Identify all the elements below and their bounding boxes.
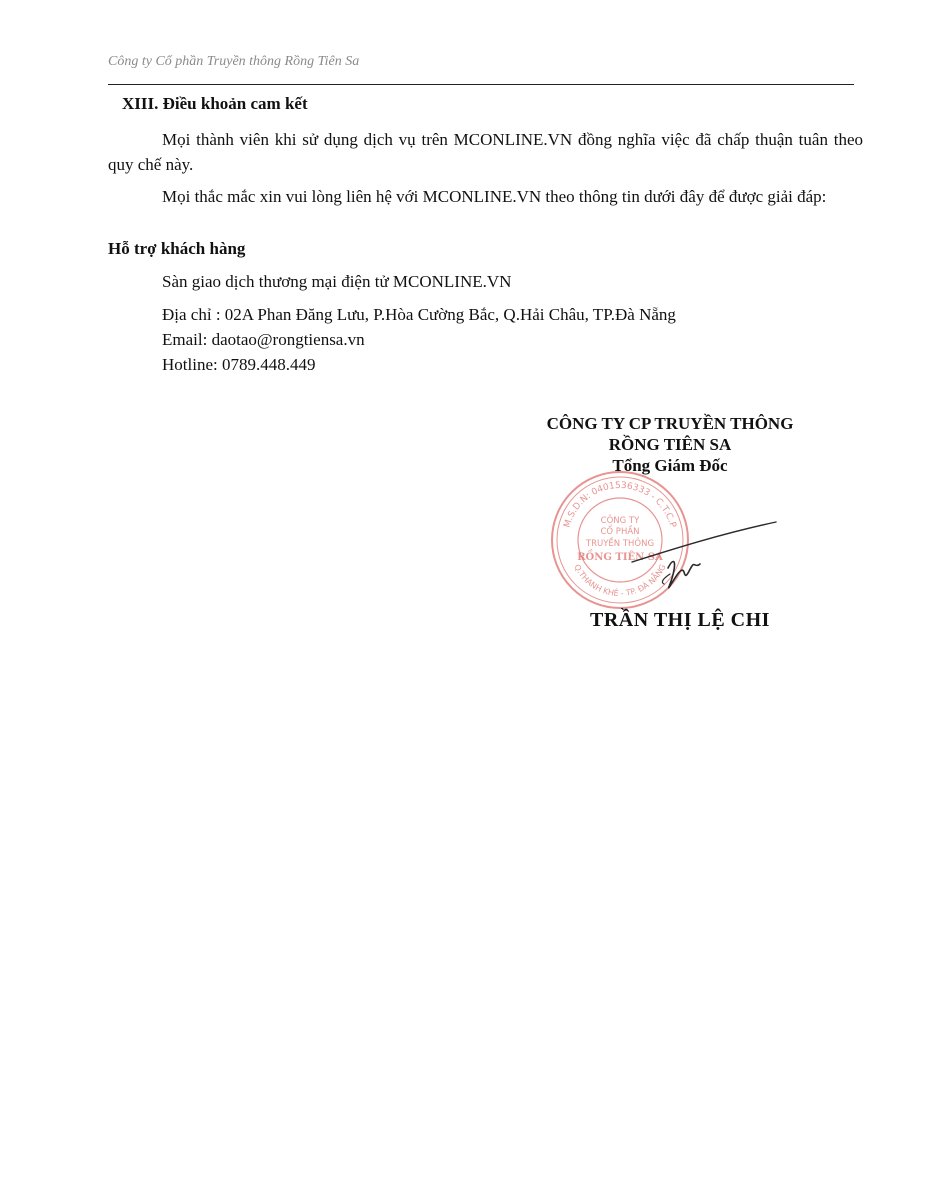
header-rule [108, 84, 854, 85]
contact-paragraph: Mọi thắc mắc xin vui lòng liên hệ với MCONLINE.VN theo thông tin dưới đây để được giải đáp: [162, 187, 827, 206]
signature-company-line-2: RỒNG TIÊN SA [608, 435, 732, 454]
seal-inner-line-1: CÔNG TY [600, 516, 640, 526]
page-header: Công ty Cổ phần Truyền thông Rồng Tiên Sa [108, 54, 360, 69]
seal-outer-text: M.S.D.N: 0401536333 - C.T.C.P [562, 480, 678, 530]
commitment-paragraph: Mọi thành viên khi sử dụng dịch vụ trên MCONLINE.VN đồng nghĩa việc đã chấp thuận tuân theo quy chế này. [108, 130, 863, 174]
support-hotline-line: Hotline: 0789.448.449 [162, 355, 316, 374]
support-address-line: Địa chỉ : 02A Phan Đăng Lưu, P.Hòa Cường Bắc, Q.Hải Châu, TP.Đà Nẵng [162, 305, 676, 324]
signature-company-line-1: CÔNG TY CP TRUYỀN THÔNG [546, 414, 794, 433]
signature-block [520, 413, 820, 476]
seal-bottom-text: Q.THANH KHÊ - TP. ĐÀ NẴNG [572, 562, 668, 599]
seal-inner-line-2: CỔ PHẦN [600, 527, 640, 537]
support-email-line: Email: daotao@rongtiensa.vn [162, 330, 365, 349]
signature-position: Tổng Giám Đốc [612, 456, 728, 475]
support-platform-line: Sàn giao dịch thương mại điện tử MCONLINE.VN [162, 272, 512, 291]
signer-name: TRẦN THỊ LỆ CHI [590, 609, 770, 631]
seal-inner-line-4: RỒNG TIÊN SA [577, 552, 663, 563]
seal-inner-line-3: TRUYỀN THÔNG [585, 539, 655, 549]
section-title: XIII. Điều khoản cam kết [122, 94, 308, 113]
handwritten-signature-icon [630, 520, 780, 600]
support-heading: Hỗ trợ khách hàng [108, 239, 246, 258]
